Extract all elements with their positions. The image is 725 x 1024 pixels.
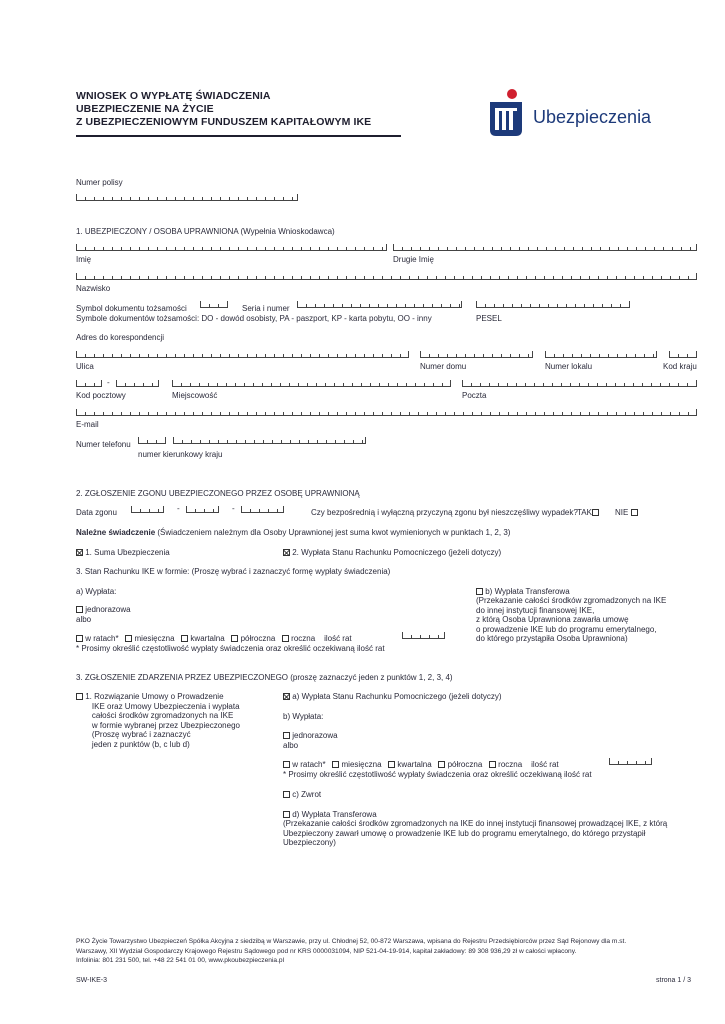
city-label: Miejscowość <box>172 391 218 400</box>
section-1-title: 1. UBEZPIECZONY / OSOBA UPRAWNIONA <box>76 227 239 236</box>
b-transfer-checkbox[interactable] <box>476 588 483 595</box>
benefit-item-1-label: 1. Suma Ubezpieczenia <box>85 548 170 557</box>
s3-yearly-label: roczna <box>498 760 523 769</box>
yes-label: TAK <box>577 508 592 517</box>
installments-row <box>76 634 352 643</box>
s3-b-payout-label: b) Wypłata: <box>283 712 324 721</box>
s3-d-option[interactable] <box>283 810 377 819</box>
s3-one-time-option[interactable] <box>283 731 338 740</box>
postal-code-label: Kod pocztowy <box>76 391 126 400</box>
one-time-option[interactable] <box>76 605 131 614</box>
country-code-label: Kod kraju <box>663 362 697 371</box>
half-yearly-checkbox[interactable] <box>231 635 238 642</box>
death-date-year-field[interactable] <box>241 506 284 513</box>
house-number-field[interactable] <box>420 351 533 358</box>
area-code-label: numer kierunkowy kraju <box>138 450 223 459</box>
s3-installments-checkbox[interactable] <box>283 761 290 768</box>
street-field[interactable] <box>76 351 409 358</box>
post-office-field[interactable] <box>462 380 697 387</box>
benefit-item-2[interactable] <box>283 548 501 557</box>
benefit-item-1[interactable] <box>76 548 170 557</box>
id-symbols-note: Symbole dokumentów tożsamości: DO - dowód osobisty, PA - paszport, KP - karta pobytu, OO - inny <box>76 314 432 323</box>
s3-c-checkbox[interactable] <box>283 791 290 798</box>
accident-yes-option[interactable] <box>577 508 599 517</box>
installments-footnote: * Prosimy określić częstotliwość wypłaty świadczenia oraz określić oczekiwaną ilość rat <box>76 644 385 653</box>
s3-a-option[interactable] <box>283 692 502 701</box>
address-heading: Adres do korespondencji <box>76 333 165 342</box>
s3-item-1-label: 1. Rozwiązanie Umowy o Prowadzenie IKE oraz Umowy Ubezpieczenia i wypłata całości środków zgromadzonych na IKE w formie wybranej przez Ubezpieczonego (Proszę wybrać i zaznaczyć jeden z punktów (b, c lub d) <box>85 692 240 749</box>
s3-a-label: a) Wypłata Stanu Rachunku Pomocniczego (jeżeli dotyczy) <box>292 692 502 701</box>
s3-monthly-checkbox[interactable] <box>332 761 339 768</box>
logo-text: Ubezpieczenia <box>533 107 652 127</box>
surname-field[interactable] <box>76 273 697 280</box>
section-3-heading <box>76 673 453 682</box>
flat-number-label: Numer lokalu <box>545 362 593 371</box>
accident-question: Czy bezpośrednią i wyłączną przyczyną zgonu był nieszczęśliwy wypadek? <box>311 508 578 517</box>
benefit-item-1-checkbox[interactable] <box>76 549 83 556</box>
s3-quarterly-checkbox[interactable] <box>388 761 395 768</box>
second-name-label: Drugie Imię <box>393 255 434 264</box>
or-label: albo <box>76 615 92 624</box>
first-name-label: Imię <box>76 255 92 264</box>
section-1-note: (Wypełnia Wnioskodawca) <box>240 227 335 236</box>
s3-item-1-checkbox[interactable] <box>76 693 83 700</box>
s3-c-option[interactable] <box>283 790 321 799</box>
quarterly-label: kwartalna <box>190 634 225 643</box>
section-3-title: 3. ZGŁOSZENIE ZDARZENIA PRZEZ UBEZPIECZONEGO <box>76 673 289 682</box>
policy-number-label: Numer polisy <box>76 178 123 187</box>
s3-monthly-label: miesięczna <box>341 760 382 769</box>
first-name-field[interactable] <box>76 244 387 251</box>
title-underline <box>76 135 401 137</box>
form-title-line-3: Z UBEZPIECZENIOWYM FUNDUSZEM KAPITAŁOWYM IKE <box>76 116 372 128</box>
id-symbol-field[interactable] <box>200 301 228 308</box>
s3-one-time-label: jednorazowa <box>292 731 338 740</box>
monthly-label: miesięczna <box>134 634 175 643</box>
s3-d-checkbox[interactable] <box>283 811 290 818</box>
installments-count-label: ilość rat <box>324 634 352 643</box>
pko-logo <box>488 86 524 138</box>
email-field[interactable] <box>76 409 697 416</box>
form-title-line-1: WNIOSEK O WYPŁATĘ ŚWIADCZENIA <box>76 90 271 102</box>
policy-number-field[interactable] <box>76 194 298 201</box>
section-1-heading <box>76 227 335 236</box>
benefit-item-3: 3. Stan Rachunku IKE w formie: (Proszę wybrać i zaznaczyć formę wypłaty świadczenia) <box>76 567 391 576</box>
a-payout-label: a) Wypłata: <box>76 587 117 596</box>
series-number-label: Seria i numer <box>242 304 290 313</box>
footer-legal: PKO Życie Towarzystwo Ubezpieczeń Spółka Akcyjna z siedzibą w Warszawie, przy ul. Chłodnej 52, 00-872 Warszawa, wpisana do Rejestru Przedsiębiorców przez Sąd Rejonowy dla m.st. Warszawy, XII Wydział Gospodarczy Krajowego Rejestru Sądowego pod nr KRS 0000031094, NIP 521-04-19-914, kapitał zakładowy: 89 308 936,29 zł w całości wpłacony. Infolinia: 801 231 500, tel. +48 22 541 01 00, www.pkoubezpieczenia.pl <box>76 938 627 964</box>
s3-installments-footnote: * Prosimy określić częstotliwość wypłaty świadczenia oraz określić oczekiwaną ilość rat <box>283 770 592 779</box>
id-symbol-label: Symbol dokumentu tożsamości <box>76 304 187 313</box>
accident-no-option[interactable] <box>615 508 638 517</box>
yearly-label: roczna <box>291 634 316 643</box>
country-code-field[interactable] <box>669 351 697 358</box>
one-time-label: jednorazowa <box>85 605 131 614</box>
benefit-item-2-checkbox[interactable] <box>283 549 290 556</box>
s3-d-label: d) Wypłata Transferowa <box>292 810 377 819</box>
s3-installments-row <box>283 760 559 769</box>
pesel-label: PESEL <box>476 314 502 323</box>
section-3-note: (proszę zaznaczyć jeden z punktów 1, 2, 3, 4) <box>290 673 453 682</box>
s3-item-1[interactable] <box>76 692 240 749</box>
house-number-label: Numer domu <box>420 362 467 371</box>
phone-label: Numer telefonu <box>76 440 131 449</box>
yearly-checkbox[interactable] <box>282 635 289 642</box>
surname-label: Nazwisko <box>76 284 111 293</box>
no-label: NIE <box>615 508 629 517</box>
postal-code-part1-field[interactable] <box>76 380 102 387</box>
installments-count-field[interactable] <box>402 632 445 639</box>
b-transfer-note: (Przekazanie całości środków zgromadzonych na IKE do innej instytucji finansowej IKE, z którą Osoba Uprawniona zawarła umowę o prowadzenie IKE lub do programu emerytalnego, do którego przystąpiła Osoba Uprawniona) <box>476 596 667 643</box>
s3-half-yearly-checkbox[interactable] <box>438 761 445 768</box>
s3-yearly-checkbox[interactable] <box>489 761 496 768</box>
half-yearly-label: półroczna <box>240 634 276 643</box>
s3-d-note: (Przekazanie całości środków zgromadzonych na IKE do innej instytucji finansowej prowadzącej IKE, z którą Ubezpieczony zawarł umowę o prowadzenie IKE lub do programu emerytalnego, do którego przystąpił Ubezpieczony) <box>283 819 668 847</box>
due-benefit-line <box>76 528 510 537</box>
s3-installments-label: w ratach* <box>292 760 326 769</box>
yes-checkbox[interactable] <box>592 509 599 516</box>
s3-a-checkbox[interactable] <box>283 693 290 700</box>
s3-or-label: albo <box>283 741 299 750</box>
street-label: Ulica <box>76 362 94 371</box>
b-transfer-option[interactable] <box>476 587 570 596</box>
monthly-checkbox[interactable] <box>125 635 132 642</box>
postal-code-part2-field[interactable] <box>116 380 159 387</box>
form-code: SW-IKE-3 <box>76 977 107 984</box>
page-number: strona 1 / 3 <box>656 977 692 984</box>
date-dash-2: - <box>232 504 235 513</box>
installments-label: w ratach* <box>85 634 119 643</box>
postal-code-dash: - <box>107 378 110 387</box>
city-field[interactable] <box>172 380 451 387</box>
flat-number-field[interactable] <box>545 351 657 358</box>
s3-quarterly-label: kwartalna <box>397 760 432 769</box>
series-number-field[interactable] <box>297 301 462 308</box>
s3-one-time-checkbox[interactable] <box>283 732 290 739</box>
death-date-day-field[interactable] <box>131 506 164 513</box>
second-name-field[interactable] <box>393 244 697 251</box>
s3-c-label: c) Zwrot <box>292 790 322 799</box>
death-date-month-field[interactable] <box>186 506 219 513</box>
due-benefit-note: (Świadczeniem należnym dla Osoby Uprawnionej jest suma kwot wymienionych w punktach 1, 2, 3) <box>157 528 511 537</box>
one-time-checkbox[interactable] <box>76 606 83 613</box>
benefit-item-2-label: 2. Wypłata Stanu Rachunku Pomocniczego (jeżeli dotyczy) <box>292 548 502 557</box>
phone-area-code-field[interactable] <box>138 437 166 444</box>
death-date-label: Data zgonu <box>76 508 117 517</box>
post-office-label: Poczta <box>462 391 487 400</box>
quarterly-checkbox[interactable] <box>181 635 188 642</box>
b-transfer-label: b) Wypłata Transferowa <box>485 587 570 596</box>
form-title-line-2: UBEZPIECZENIE NA ŻYCIE <box>76 103 214 115</box>
email-label: E-mail <box>76 420 99 429</box>
s3-installments-count-field[interactable] <box>609 758 652 765</box>
no-checkbox[interactable] <box>631 509 638 516</box>
s3-installments-count-label: ilość rat <box>531 760 559 769</box>
phone-number-field[interactable] <box>173 437 366 444</box>
s3-half-yearly-label: półroczna <box>447 760 483 769</box>
date-dash-1: - <box>177 504 180 513</box>
installments-checkbox[interactable] <box>76 635 83 642</box>
section-2-title: 2. ZGŁOSZENIE ZGONU UBEZPIECZONEGO PRZEZ OSOBĘ UPRAWNIONĄ <box>76 489 360 498</box>
pko-logo-icon <box>488 86 524 138</box>
pesel-field[interactable] <box>476 301 630 308</box>
due-benefit-label: Należne świadczenie <box>76 528 156 537</box>
